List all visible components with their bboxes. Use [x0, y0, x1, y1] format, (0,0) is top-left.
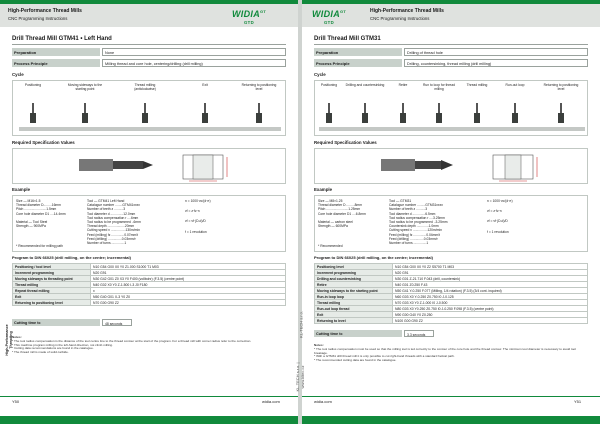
example-line: Material — Tool Steel: [16, 220, 48, 225]
program-code: N30 G01 Z-21.710 F.043 (drill, countersink): [393, 276, 588, 282]
example-line: Cutting speed v ................130m/min: [87, 228, 140, 233]
example-line: Countersink depth .............1.0mm: [389, 224, 439, 229]
example-note: * Recommended for milling path: [16, 244, 63, 248]
cycle-diagram: [12, 80, 286, 136]
example-line: Tool — GTM41 Left Hand: [87, 199, 125, 203]
program-op: Retire: [315, 282, 393, 288]
example-line: Pitch ........................1.5mm: [16, 207, 57, 212]
principle-row: [314, 59, 588, 67]
spec-drawing: [315, 149, 589, 185]
workpiece: [19, 127, 281, 131]
example-heading: Example: [314, 187, 333, 192]
example-line: Tool radius to be programmed ..3.25mm: [389, 220, 448, 225]
program-code: N70 G00 G90 Z2: [91, 300, 286, 306]
program-code: N20 G91: [91, 270, 286, 276]
left-page: [0, 0, 298, 424]
program-code: N30 G42 G01 Z0 X3 Y0 F400 (vollbohr) (F.3.5) (centre point): [91, 276, 286, 282]
header: [0, 4, 298, 27]
principle-label: Process Principle: [12, 59, 100, 67]
note-line: * Cutting data recommendations are found in the catalogue.: [12, 346, 94, 351]
note-line: * The recommended cutting data are found in the catalogue.: [314, 358, 397, 363]
program-heading: Program to DIN 66025 (drill milling, on the centre; incremental): [12, 255, 131, 260]
cutting-time-label: Cutting time tc: [12, 319, 100, 326]
cutting-time-label: Cutting time tc: [314, 330, 402, 337]
example-col-3: [185, 199, 283, 234]
program-code: N20 G91: [393, 270, 588, 276]
program-op: Exit: [13, 294, 91, 300]
program-op: Run-out loop thread: [315, 306, 393, 312]
cycle-step: Run to loop for thread milling: [423, 83, 455, 91]
program-code: N10 G54 G00 X0 Y0 Z1.000 S1000 T1 M03: [91, 264, 286, 270]
example-line: Tool — GTM31: [389, 199, 412, 203]
program-code: N50 G41 Y-0.250 F.077 (Milling, 1/4 rotation) (F.3.5) (3/4 cont. inquired): [393, 288, 588, 294]
tool-icon: [256, 103, 262, 125]
example-col-2: [389, 199, 481, 245]
header-title: High-Performance Thread Mills: [8, 8, 82, 14]
brand-logo: [232, 9, 267, 25]
program-code: N90 G00 G40 Y0 Z0.250: [393, 312, 588, 318]
formula: f = 1 revolution: [487, 229, 509, 234]
preparation-row: [12, 48, 286, 56]
example-line: Number of turns ..............1: [389, 241, 429, 246]
cycle-step: Moving sideways to the starting point: [67, 83, 103, 91]
cycle-diagram: [314, 80, 588, 136]
program-op: Moving sideways to threading point: [13, 276, 91, 282]
principle-label: Process Principle: [314, 59, 402, 67]
example-heading: Example: [12, 187, 31, 192]
example-line: Number of turns ..............1: [87, 241, 127, 246]
tool-icon: [436, 103, 442, 125]
example-line: Size — M8×1.25: [318, 199, 343, 203]
example-line: Size — M16×1.5: [16, 199, 41, 203]
principle-value: Drilling, countersinking, thread milling (drill milling): [404, 59, 588, 67]
tool-icon: [202, 103, 208, 125]
logo-text: WIDIA: [232, 9, 260, 19]
header-title: High-Performance Thread Mills: [370, 8, 444, 14]
note-line: * This machine program milling in the left-hand direction, not climb milling.: [12, 342, 113, 347]
program-op: Run-in loop loop: [315, 294, 393, 300]
program-op: Thread milling: [315, 300, 393, 306]
logo-sub: GTD: [244, 20, 254, 25]
program-op: Returning to level: [315, 318, 393, 324]
tool-icon: [400, 103, 406, 125]
program-op: Returning to positioning level: [13, 300, 91, 306]
example-line: Core hole diameter D1 ....14.4mm: [16, 211, 66, 216]
header-subtitle: CNC Programming Instructions: [8, 16, 68, 21]
note-line: * The tool radius compensation must be used so that the milling tool is led correctly to the contour of the core hole and the thread contour. The minimum tool diameter is necessary to avoid tool breakage.: [314, 346, 576, 355]
example-line: Feed (drilling) ...............0.03mm/r: [87, 236, 136, 241]
program-code: N40 G01 Z0.250 F.43: [393, 282, 588, 288]
page-title: Drill Thread Mill GTM31: [314, 36, 381, 42]
program-op: Drilling and countersinking: [315, 276, 393, 282]
preparation-label: Preparation: [12, 48, 100, 56]
page-title: Drill Thread Mill GTM41 • Left Hand: [12, 36, 112, 42]
divider: [12, 44, 286, 45]
footer-bar: [0, 416, 298, 424]
notes-title: Notes:: [314, 343, 324, 347]
spec-drawing: [13, 149, 287, 185]
program-row: [315, 318, 588, 324]
cycle-step: Positioning: [320, 83, 338, 87]
program-code: x: [91, 288, 286, 294]
preparation-label: Preparation: [314, 48, 402, 56]
program-op: Increment programming: [315, 270, 393, 276]
preparation-row: [314, 48, 588, 56]
cycle-step: Exit: [202, 83, 208, 87]
gutter-text: KL-TECH s.r.o.: [298, 311, 304, 338]
tool-icon: [142, 103, 148, 125]
example-line: Catalogue number ........GTM41xxxx: [87, 203, 140, 208]
example-line: Feed (drilling) ...............0.03mm/r: [389, 236, 438, 241]
cycle-step: Returning to positioning level: [241, 83, 277, 91]
tool-icon: [362, 103, 368, 125]
example-col-2: [87, 199, 179, 245]
cycle-step: Thread milling (anticlockwise): [134, 83, 156, 91]
spec-diagram: [314, 148, 588, 184]
formula: vf = vf·(D-d)/D: [487, 219, 508, 224]
example-line: Tool radius to be programmed ..6mm: [87, 220, 141, 225]
cycle-step: Run-out loop: [505, 83, 525, 87]
divider: [314, 44, 588, 45]
example-note: * Recommended: [318, 244, 343, 248]
program-table: [314, 263, 588, 324]
example-line: Tool diameter d ..............6.5mm: [389, 211, 436, 216]
notes-title: Notes:: [12, 335, 22, 339]
cycle-step: Thread milling: [466, 83, 488, 87]
page-number: Y51: [574, 399, 582, 404]
example-line: Strength — 900MPa: [16, 224, 46, 229]
logo-text: WIDIA: [312, 9, 340, 19]
program-op: Positioning / tool level: [13, 264, 91, 270]
header-subtitle: CNC Programming Instructions: [370, 16, 430, 21]
example-line: Feed (milling) fz ..............0.07mm/t: [87, 232, 138, 237]
gutter-text: KL-TECH s.r.o. | www.kltec.cz: [295, 362, 305, 392]
formula: n = 1000·vc/(d·π): [487, 199, 513, 203]
footer-line: [302, 396, 600, 397]
program-code: N80 G03 X0 Y0.250 Z0.750 I0 J-0.250 F.098 (F.3.5) (centre point): [393, 306, 588, 312]
program-op: Thread milling: [13, 282, 91, 288]
example-line: Pitch ........................1.25mm: [318, 207, 361, 212]
principle-value: Milling thread and core hole, centering/drilling (drill milling): [102, 59, 286, 67]
program-op: Repeat thread milling: [13, 288, 91, 294]
program-table: [12, 263, 286, 306]
brand-logo: [312, 9, 347, 25]
example-line: Number of teeth z ..........3: [389, 207, 428, 212]
cycle-step: Retire: [398, 83, 408, 87]
example-col-1: [16, 199, 80, 228]
example-line: Core hole diameter D1 ....6.8mm: [318, 211, 366, 216]
logo-sub: GTD: [324, 20, 334, 25]
example-box: [314, 195, 588, 252]
cycle-step: Drilling and countersinking: [345, 83, 385, 87]
program-row: [13, 300, 286, 306]
formula: vf = z·fz·n: [487, 209, 502, 214]
example-line: Material — carbon steel: [318, 220, 353, 225]
cutting-time: [12, 319, 286, 326]
example-col-3: [487, 199, 585, 234]
note-line: * With a GTM31 drill thread mill it is only possible to cut right-hand threads with a standard helical path.: [314, 354, 455, 359]
example-line: Cutting speed v ................120m/min: [389, 228, 442, 233]
program-code: N70 G03 X0 Y0 Z-1.000 I0 J-0.500: [393, 300, 588, 306]
cycle-heading: Cycle: [314, 72, 326, 77]
tool-icon: [82, 103, 88, 125]
example-line: Strength — 600MPa: [318, 224, 348, 229]
program-code: N60 G03 X0 Y-0.250 Z0.750 I0 J-0.125: [393, 294, 588, 300]
program-op: Increment programming: [13, 270, 91, 276]
formula: vf = vf·(D-d)/D: [185, 219, 206, 224]
header: [302, 4, 600, 27]
program-op: Moving sideways to the starting point: [315, 288, 393, 294]
example-line: Thread diameter D.........16mm: [16, 203, 61, 208]
program-code: N10 G54 G00 X0 Y0 Z2 S5700 T1 M03: [393, 264, 588, 270]
program-op: Exit: [315, 312, 393, 318]
example-col-1: [318, 199, 382, 228]
example-line: Thread depth ...................20mm: [87, 224, 135, 229]
logo-sup: GT: [340, 9, 347, 14]
side-label: High-Performance Threading: [5, 324, 13, 356]
example-line: Catalogue number .........GTM31xxxx: [389, 203, 443, 208]
tool-icon: [512, 103, 518, 125]
example-line: Thread diameter D .........8mm: [318, 203, 362, 208]
notes: [314, 344, 588, 363]
cutting-time: [314, 330, 588, 337]
program-code: N50 G40 G01 X-3 Y0 Z0: [91, 294, 286, 300]
workpiece: [319, 127, 585, 131]
page-number: Y50: [12, 399, 20, 404]
cycle-step: Positioning: [24, 83, 42, 87]
preparation-value: None: [102, 48, 286, 56]
note-line: * The thread mill is made of solid carbide.: [12, 350, 69, 355]
footer-bar: [302, 416, 600, 424]
cutting-time-value: 48 seconds: [102, 319, 132, 326]
example-line: Feed (milling) fz ..............0.04mm/t: [389, 232, 440, 237]
notes: [12, 336, 286, 355]
cutting-time-value: 3.3 seconds: [404, 330, 434, 337]
formula: vf = z·fz·n: [185, 209, 200, 214]
example-box: [12, 195, 286, 252]
preparation-value: Drilling of thread hole: [404, 48, 588, 56]
program-code: N40 G02 X0 Y0 Z-1.500 I-3 J0 F180: [91, 282, 286, 288]
formula: f = 1 revolution: [185, 229, 207, 234]
tool-icon: [30, 103, 36, 125]
tool-icon: [558, 103, 564, 125]
cycle-heading: Cycle: [12, 72, 24, 77]
spec-heading: Required Specification Values: [314, 140, 377, 145]
right-page: [302, 0, 600, 424]
cycle-step: Returning to positioning level: [543, 83, 579, 91]
program-code: N100 G00 G90 Z2: [393, 318, 588, 324]
example-line: Tool radius compensation r ....6mm: [87, 215, 139, 220]
example-line: Tool diameter d ..............12.0mm: [87, 211, 136, 216]
tool-icon: [474, 103, 480, 125]
program-heading: Program to DIN 66025 (drill milling, on the centre; incremental): [314, 255, 433, 260]
footer-line: [0, 396, 298, 397]
footer-link[interactable]: widia.com: [262, 399, 280, 404]
formula: n = 1000·vc/(d·π): [185, 199, 211, 203]
footer-link[interactable]: widia.com: [314, 399, 332, 404]
principle-row: [12, 59, 286, 67]
spec-diagram: [12, 148, 286, 184]
tool-icon: [326, 103, 332, 125]
example-line: Tool radius compensation r ....3.25mm: [389, 215, 445, 220]
note-line: * The tool radius compensation is the distance of the tool centre line to the thread contour at the start of the program. For a thread mill with corner radius refer to the correction.: [12, 338, 252, 343]
logo-sup: GT: [260, 9, 267, 14]
program-op: Positioning level: [315, 264, 393, 270]
example-line: Number of teeth z ..........3: [87, 207, 126, 212]
spec-heading: Required Specification Values: [12, 140, 75, 145]
